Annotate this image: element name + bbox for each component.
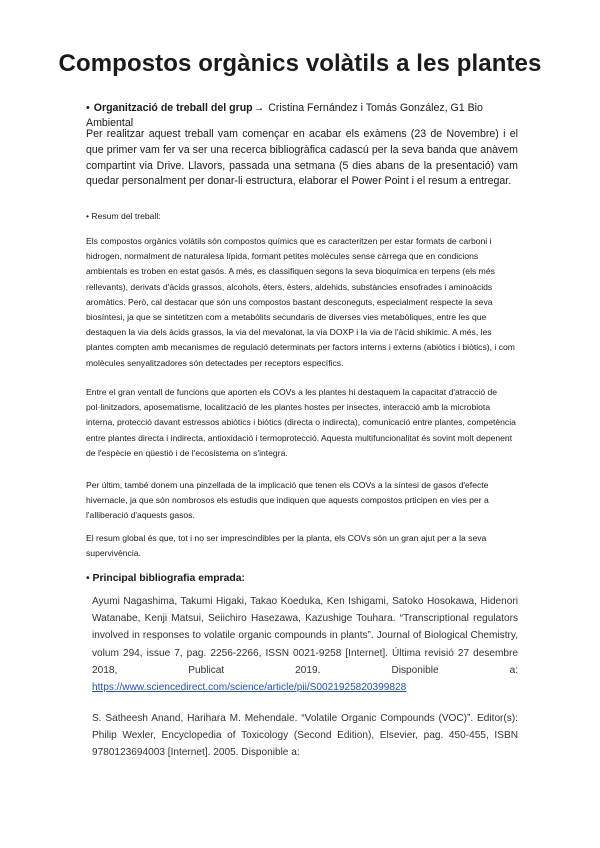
reference-1-link[interactable]: https://www.sciencedirect.com/science/article/pii/S0021925820399828 <box>92 682 407 694</box>
org-paragraph: Per realitzar aquest treball vam començar en acabar els exàmens (23 de Novembre) i el que primer vam fer va ser una recerca bibliogràfica cadascú per la seva banda que anàvem compartint via Drive. Llavors, passada una setmana (5 dies abans de la presentació) vam quedar personalment per donar-li estructura, elaborar el Power Point i el resum a entregar. <box>86 128 518 188</box>
summary-bullet-line <box>86 209 518 223</box>
summary-paragraph-4: El resum global és que, tot i no ser imprescindibles per la planta, els COVs són un gran ajut per a la seva supervivència. <box>86 533 487 559</box>
page-title: Compostos orgànics volàtils a les plantes <box>58 50 542 77</box>
summary-label: Resum del treball: <box>91 211 161 221</box>
bibliography-bullet-line <box>86 571 518 586</box>
reference-1 <box>92 593 518 696</box>
summary-paragraph-3: Per últim, també donem una pinzellada de la implicació que tenen els COVs a la síntesi de gasos d'efecte hivernacle, ja que són nombrosos els estudis que indiquen que aquests compostos prticipen en vies per a l'alliberació d'aquests gasos. <box>86 480 489 521</box>
org-label: Organització de treball del grup <box>93 102 253 114</box>
reference-2-text: S. Satheesh Anand, Harihara M. Mehendale. “Volatile Organic Compounds (VOC)”. Editor(s): Philip Wexler, Encyclopedia of Toxicology (Second Edition), Elsevier, pag. 450-455, ISBN 9780123694003 [Internet]. 2005. Disponible a: <box>92 713 518 759</box>
reference-2 <box>92 710 518 762</box>
reference-1-text: Ayumi Nagashima, Takumi Higaki, Takao Koeduka, Ken Ishigami, Satoko Hosokawa, Hidenori Watanabe, Kenji Matsui, Seiichiro Hasezawa, Kazushige Touhara. “Transcriptional regulators involved in responses to volatile organic compounds in plants”. Journal of Biological Chemistry, volum 294, issue 7, pag. 2256-2266, ISSN 0021-9258 [Internet]. Última revisió 27 desembre 2018, Publicat 2019. Disponible a: <box>92 596 518 676</box>
summary-paragraph-1: Els compostos orgànics volàtils són compostos químics que es caracteritzen per estar formats de carboni i hidrogen, normalment de naturalesa lípida, formant petites molècules sense càrrega que en condicions ambientals es troben en estat gasós. A més, es classifiquen segons la seva bioquímica en terpens (els més rellevants), derivats d'àcids grassos, alcohols, èters, èsters, aldehids, substàncies ensofrades i aminoàcids aromàtics. Però, cal destacar que són uns compostos bastant desconeguts, especialment respecte la seva biosíntesi, ja que se sintetitzen com a metabòlits secundaris de diverses vies metabòliques, entre les que destaquen la via dels àcids grassos, la via del mevalonat, la via DOXP i la via de l'àcid shikímic. A més, les plantes compten amb mecanismes de regulació determinats per factors interns i externs (abiòtics i biòtics), i com molècules senyalitzadores són detectades per receptors específics. <box>86 236 515 368</box>
org-authors: Cristina Fernández i Tomás González, G1 Bio Ambiental <box>86 102 483 129</box>
summary-paragraph-2: Entre el gran ventall de funcions que aporten els COVs a les plantes hi destaquem la capacitat d'atracció de pol·linitzadors, aposematisme, localització de les plantes hostes per insectes, interacció amb la microbiota interna, protecció davant estressos abiòtics i biòtics (directa o indirecta), comunicació entre plantes, competència entre plantes directa i indirecta, antioxidació i termoprotecció. Aquesta multifuncionalitat és sovint molt depenent de l'espècie en qüestió i de l'ecosistema on s'integra. <box>86 387 516 458</box>
bibliography-label: Principal bibliografia emprada: <box>92 573 245 584</box>
bullet-icon: • <box>86 211 90 221</box>
arrow-right-icon: → <box>253 102 265 114</box>
bullet-icon: • <box>86 102 90 114</box>
bullet-icon: • <box>86 573 90 584</box>
